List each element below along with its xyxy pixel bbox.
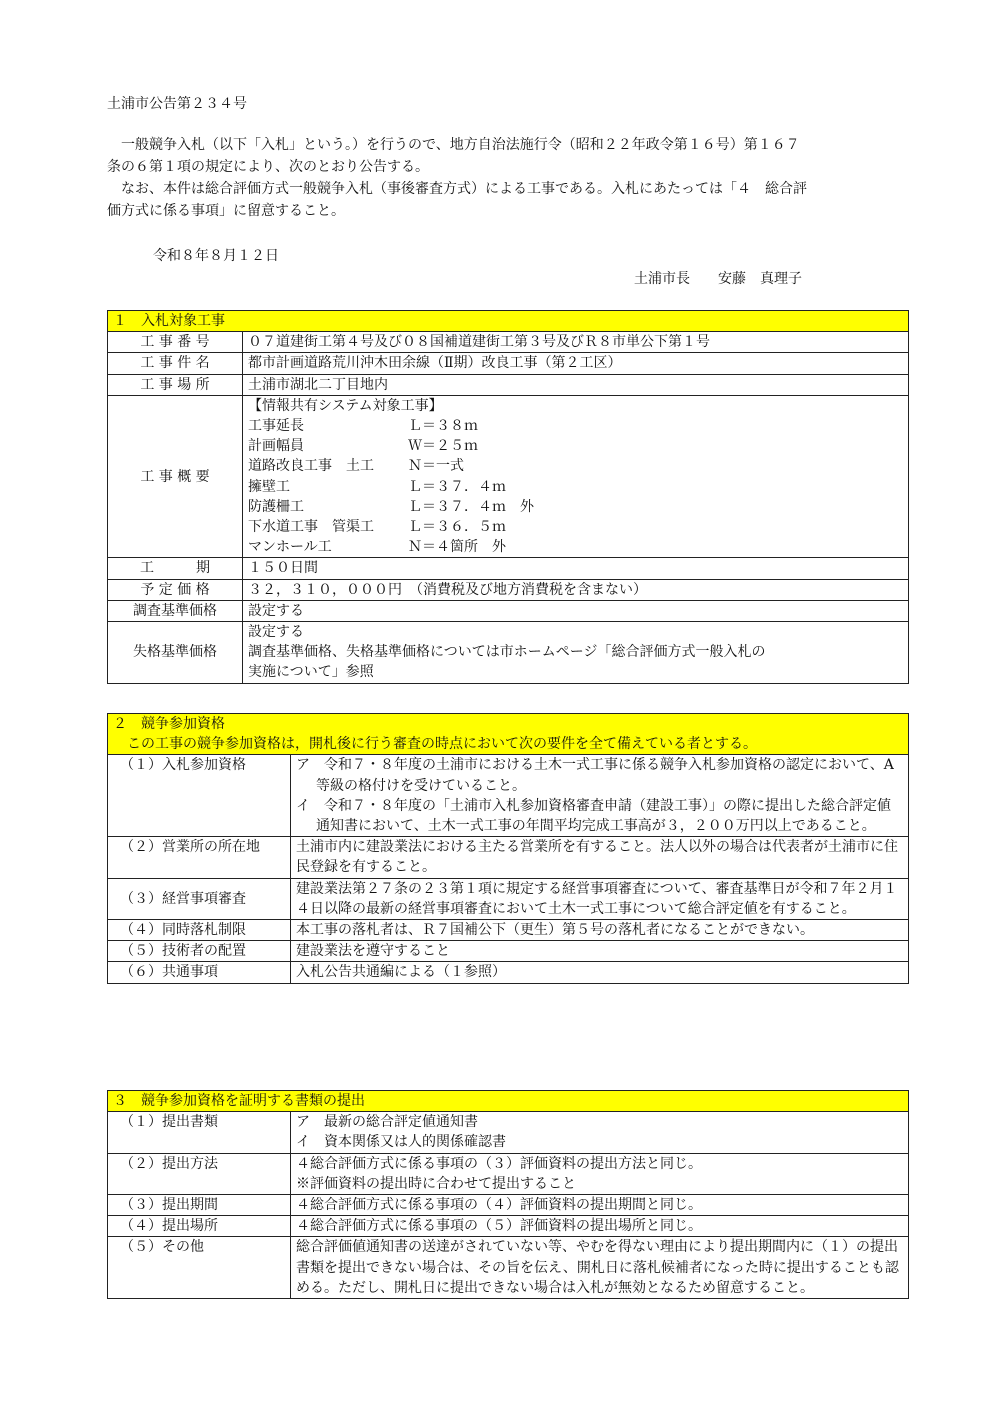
notice-date: 令和８年８月１２日 <box>153 248 279 264</box>
construction-location: 土浦市湖北二丁目地内 <box>243 374 909 395</box>
overview-item <box>248 497 903 517</box>
row-label: 予 定 価 格 <box>108 579 243 600</box>
section-3-table <box>107 1090 909 1299</box>
row-label: （５）技術者の配置 <box>108 941 291 962</box>
qualification-item: イ 令和７・８年度の「土浦市入札参加資格審査申請（建設工事）」の際に提出した総合評定値通知書において、土木一式工事の年間平均完成工事高が３，２００万円以上であること。 <box>296 797 891 835</box>
disqualification-line: 調査基準価格、失格基準価格については市ホームページ「総合評価方式一般入札の <box>248 644 766 661</box>
row-label: 工 事 件 名 <box>108 353 243 374</box>
submission-place: ４総合評価方式に係る事項の（５）評価資料の提出場所と同じ。 <box>291 1216 909 1237</box>
overview-item-value: Ｌ＝３６．５ｍ <box>408 519 506 536</box>
row-label: 工 期 <box>108 558 243 579</box>
overview-item-value: Ｌ＝３８ｍ <box>408 418 478 435</box>
row-label: （４）同時落札制限 <box>108 920 291 941</box>
overview-item <box>248 436 903 456</box>
overview-item-value: Ｎ＝４箇所 外 <box>408 539 506 556</box>
disqualification-price <box>243 622 909 684</box>
section-2-subtitle: この工事の競争参加資格は，開札後に行う審査の時点において次の要件を全て備えている者とする。 <box>113 736 757 753</box>
overview-item-value: Ｗ＝２５ｍ <box>408 438 478 455</box>
office-location-requirement: 土浦市内に建設業法における主たる営業所を有すること。法人以外の場合は代表者が土浦市に住民登録を有すること。 <box>291 837 909 878</box>
section-1-title: １ 入札対象工事 <box>108 311 909 332</box>
section-2-table <box>107 713 909 984</box>
survey-standard-price: 設定する <box>243 600 909 621</box>
document-item: ア 最新の総合評定値通知書 <box>296 1114 478 1131</box>
disqualification-line: 実施について」参照 <box>248 664 374 681</box>
simultaneous-award-restriction: 本工事の落札者は、Ｒ７国補公下（更生）第５号の落札者になることができない。 <box>291 920 909 941</box>
row-label: （３）提出期間 <box>108 1195 291 1216</box>
row-label: 工 事 番 号 <box>108 332 243 353</box>
overview-heading: 【情報共有システム対象工事】 <box>248 397 443 414</box>
row-label: 工 事 概 要 <box>108 395 243 558</box>
bid-participation-qualification <box>291 755 909 837</box>
management-review-requirement: 建設業法第２７条の２３第１項に規定する経営事項審査について、審査基準日が令和７年２月１４日以降の最新の経営事項審査において土木一式工事について総合評定値を有すること。 <box>291 878 909 919</box>
row-label: （３）経営事項審査 <box>108 878 291 919</box>
overview-item <box>248 416 903 436</box>
note-paragraph-line: なお、本件は総合評価方式一般競争入札（事後審査方式）による工事である。入札にあたっては「４ 総合評 <box>107 181 807 197</box>
construction-period: １５０日間 <box>243 558 909 579</box>
other-notes: 総合評価値通知書の送達がされていない等、やむを得ない理由により提出期間内に（１）の提出書類を提出できない場合は、その旨を伝え、開札日に落札候補者になった時に提出することも認める。ただし、開札日に提出できない場合は入札が無効となるため留意すること。 <box>291 1237 909 1299</box>
common-matters: 入札公告共通編による（１参照） <box>291 962 909 983</box>
construction-name: 都市計画道路荒川沖木田余線（Ⅱ期）改良工事（第２工区） <box>243 353 909 374</box>
overview-item-value: Ｌ＝３７．４ｍ <box>408 478 506 495</box>
submission-documents <box>291 1112 909 1153</box>
document-item: イ 資本関係又は人的関係確認書 <box>296 1134 506 1151</box>
overview-item-name: 擁壁工 <box>248 478 290 495</box>
row-label: （２）営業所の所在地 <box>108 837 291 878</box>
issuer-name: 土浦市長 安藤 真理子 <box>634 271 802 287</box>
overview-item-value: Ｎ＝一式 <box>408 458 464 475</box>
overview-item <box>248 477 903 497</box>
row-label: （２）提出方法 <box>108 1153 291 1194</box>
submission-period: ４総合評価方式に係る事項の（４）評価資料の提出期間と同じ。 <box>291 1195 909 1216</box>
method-line: ※評価資料の提出時に合わせて提出すること <box>296 1175 576 1192</box>
overview-item-name: 計画幅員 <box>248 438 304 455</box>
overview-item-name: 道路改良工事 土工 <box>248 458 374 475</box>
disqualification-line: 設定する <box>248 624 304 641</box>
submission-method <box>291 1153 909 1194</box>
intro-paragraph-line: 一般競争入札（以下「入札」という。）を行うので、地方自治法施行令（昭和２２年政令第１６号）第１６７ <box>107 137 800 153</box>
overview-item-name: マンホール工 <box>248 539 332 556</box>
section-2-header <box>108 714 909 755</box>
notice-number: 土浦市公告第２３４号 <box>107 96 247 112</box>
row-label: （１）提出書類 <box>108 1112 291 1153</box>
row-label: （６）共通事項 <box>108 962 291 983</box>
row-label: （５）その他 <box>108 1237 291 1299</box>
section-2-title: ２ 競争参加資格 <box>113 716 225 732</box>
overview-item-name: 下水道工事 管渠工 <box>248 519 374 536</box>
planned-price: ３２，３１０，０００円 （消費税及び地方消費税を含まない） <box>243 579 909 600</box>
intro-paragraph-line: 条の６第１項の規定により、次のとおり公告する。 <box>107 159 429 175</box>
overview-item-value: Ｌ＝３７．４ｍ 外 <box>408 498 534 515</box>
overview-item-name: 防護柵工 <box>248 498 304 515</box>
row-label: （１）入札参加資格 <box>108 755 291 837</box>
row-label: 調査基準価格 <box>108 600 243 621</box>
construction-overview <box>243 395 909 558</box>
section-3-title: ３ 競争参加資格を証明する書類の提出 <box>108 1091 909 1112</box>
overview-item-name: 工事延長 <box>248 418 304 435</box>
overview-item <box>248 537 903 557</box>
qualification-item: ア 令和７・８年度の土浦市における土木一式工事に係る競争入札参加資格の認定において、A等級の格付けを受けていること。 <box>296 757 894 794</box>
row-label: 工 事 場 所 <box>108 374 243 395</box>
row-label: （４）提出場所 <box>108 1216 291 1237</box>
note-paragraph-line: 価方式に係る事項」に留意すること。 <box>107 203 345 219</box>
row-label: 失格基準価格 <box>108 622 243 684</box>
section-1-table <box>107 310 909 684</box>
overview-item <box>248 456 903 476</box>
method-line: ４総合評価方式に係る事項の（３）評価資料の提出方法と同じ。 <box>296 1155 702 1172</box>
engineer-placement: 建設業法を遵守すること <box>291 941 909 962</box>
construction-number: ０７道建街工第４号及び０８国補道建街工第３号及びＲ８市単公下第１号 <box>243 332 909 353</box>
overview-item <box>248 517 903 537</box>
